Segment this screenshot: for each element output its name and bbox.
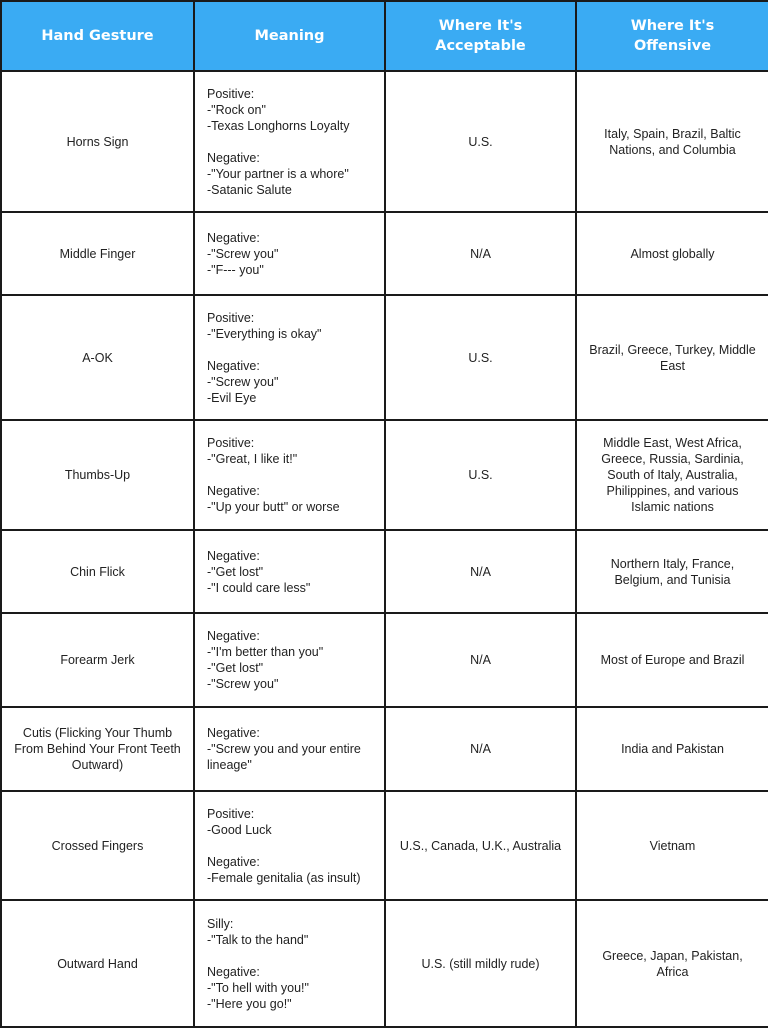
offensive-cell: Greece, Japan, Pakistan, Africa — [576, 900, 768, 1027]
meaning-line: -"Talk to the hand" — [207, 932, 309, 947]
meaning-line: -"F--- you" — [207, 262, 264, 277]
meaning-cell — [194, 613, 385, 707]
meaning-line: -"Here you go!" — [207, 996, 292, 1011]
meaning-heading: Positive: — [207, 436, 255, 450]
acceptable-cell: N/A — [385, 212, 576, 295]
meaning-line: -"Screw you and your entire — [207, 742, 361, 756]
gesture-cell: Crossed Fingers — [1, 791, 194, 900]
meaning-cell — [194, 71, 385, 212]
meaning-heading: Positive: — [207, 806, 255, 821]
gesture-cell: Cutis (Flicking Your Thumb From Behind Your Front Teeth Outward) — [1, 707, 194, 791]
acceptable-cell: N/A — [385, 707, 576, 791]
table-body — [1, 71, 768, 1027]
gesture-cell: Thumbs-Up — [1, 420, 194, 530]
table-row — [1, 791, 768, 900]
meaning-heading: Negative: — [207, 854, 260, 869]
meaning-heading: Negative: — [207, 230, 260, 245]
meaning-heading: Negative: — [207, 484, 260, 498]
meaning-heading: Positive: — [207, 86, 255, 101]
offensive-cell: Vietnam — [576, 791, 768, 900]
meaning-cell — [194, 420, 385, 530]
offensive-cell: Most of Europe and Brazil — [576, 613, 768, 707]
table-row — [1, 707, 768, 791]
offensive-cell: Middle East, West Africa, Greece, Russia, Sardinia, South of Italy, Australia, Philippines, and various Islamic nations — [576, 420, 768, 530]
offensive-cell: Italy, Spain, Brazil, Baltic Nations, and Columbia — [576, 71, 768, 212]
meaning-line: -"Screw you" — [207, 246, 279, 261]
meaning-cell — [194, 791, 385, 900]
meaning-spacer — [207, 948, 376, 964]
gesture-cell: Chin Flick — [1, 530, 194, 613]
meaning-line: -"Up your butt" or worse — [207, 500, 340, 514]
header-hand-gesture: Hand Gesture — [1, 1, 194, 71]
meaning-spacer — [207, 342, 376, 358]
acceptable-cell: N/A — [385, 530, 576, 613]
meaning-line: -"Great, I like it!" — [207, 452, 298, 466]
meaning-line: -Good Luck — [207, 822, 272, 837]
acceptable-cell: U.S. — [385, 295, 576, 420]
gesture-cell: Forearm Jerk — [1, 613, 194, 707]
header-where-acceptable: Where It's Acceptable — [385, 1, 576, 71]
meaning-spacer — [207, 134, 376, 150]
meaning-cell — [194, 707, 385, 791]
meaning-heading: Negative: — [207, 358, 260, 373]
meaning-line: -"I could care less" — [207, 580, 311, 595]
header-where-offensive: Where It's Offensive — [576, 1, 768, 71]
gesture-cell: A-OK — [1, 295, 194, 420]
meaning-spacer — [207, 467, 376, 483]
meaning-line: -"Your partner is a whore" — [207, 166, 349, 181]
meaning-cell — [194, 212, 385, 295]
meaning-spacer — [207, 838, 376, 854]
table-row — [1, 212, 768, 295]
table-row — [1, 295, 768, 420]
meaning-line: -"To hell with you!" — [207, 980, 309, 995]
offensive-cell: Brazil, Greece, Turkey, Middle East — [576, 295, 768, 420]
gesture-cell: Outward Hand — [1, 900, 194, 1027]
acceptable-cell: U.S. — [385, 71, 576, 212]
meaning-line: -"Everything is okay" — [207, 326, 322, 341]
meaning-line: -Texas Longhorns Loyalty — [207, 118, 350, 133]
meaning-line: -Female genitalia (as insult) — [207, 870, 361, 885]
table-row — [1, 71, 768, 212]
table-row — [1, 530, 768, 613]
meaning-line: -"Screw you" — [207, 374, 279, 389]
table-header — [1, 1, 768, 71]
meaning-heading: Positive: — [207, 310, 255, 325]
acceptable-cell: U.S. (still mildly rude) — [385, 900, 576, 1027]
meaning-line: -"Rock on" — [207, 102, 266, 117]
meaning-heading: Silly: — [207, 916, 234, 931]
meaning-cell — [194, 900, 385, 1027]
meaning-heading: Negative: — [207, 964, 260, 979]
meaning-cell — [194, 295, 385, 420]
meaning-heading: Negative: — [207, 629, 260, 643]
meaning-line: -Satanic Salute — [207, 182, 292, 197]
offensive-cell: India and Pakistan — [576, 707, 768, 791]
meaning-heading: Negative: — [207, 726, 260, 740]
acceptable-cell: N/A — [385, 613, 576, 707]
meaning-line: -"I'm better than you" — [207, 645, 324, 659]
meaning-cell — [194, 530, 385, 613]
acceptable-cell: U.S. — [385, 420, 576, 530]
header-meaning: Meaning — [194, 1, 385, 71]
table-row — [1, 900, 768, 1027]
meaning-heading: Negative: — [207, 150, 260, 165]
offensive-cell: Northern Italy, France, Belgium, and Tunisia — [576, 530, 768, 613]
header-row — [1, 1, 768, 71]
gesture-cell: Horns Sign — [1, 71, 194, 212]
meaning-line: -"Get lost" — [207, 564, 264, 579]
table-row — [1, 613, 768, 707]
meaning-line: -"Get lost" — [207, 661, 264, 675]
meaning-line: lineage" — [207, 758, 252, 772]
table-row — [1, 420, 768, 530]
acceptable-cell: U.S., Canada, U.K., Australia — [385, 791, 576, 900]
meaning-line: -Evil Eye — [207, 390, 257, 405]
meaning-line: -"Screw you" — [207, 677, 279, 691]
meaning-heading: Negative: — [207, 548, 260, 563]
gesture-cell: Middle Finger — [1, 212, 194, 295]
offensive-cell: Almost globally — [576, 212, 768, 295]
